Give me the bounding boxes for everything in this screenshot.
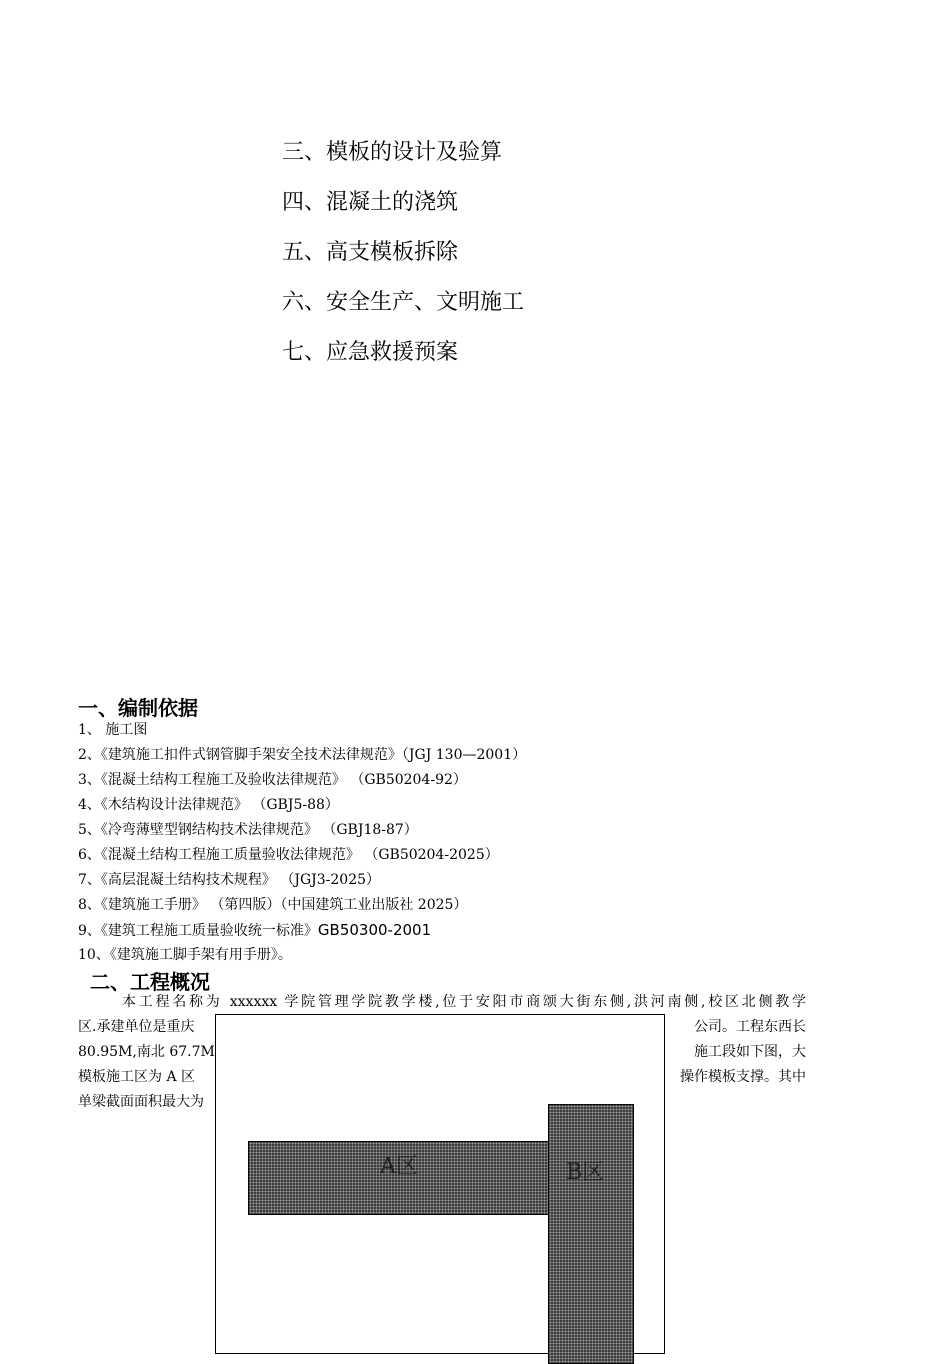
paragraph-line-right: 施工段如下图，大 — [694, 1044, 806, 1060]
reference-item — [78, 743, 526, 768]
reference-item — [78, 943, 526, 968]
reference-item — [78, 918, 526, 943]
reference-item — [78, 768, 526, 793]
reference-item — [78, 868, 526, 893]
reference-text: 9、《建筑工程施工质量验收统一标准》 — [78, 923, 318, 939]
paragraph-line-right: 操作模板支撑。其中 — [680, 1069, 806, 1085]
reference-text: 2、《建筑施工扣件式钢管脚手架安全技术法律规范》（JGJ 130—2001） — [78, 747, 527, 763]
zone-a-label: A区 — [380, 1154, 418, 1179]
toc-item: 七、应急救援预案 — [282, 340, 459, 365]
reference-text: 5、《冷弯薄壁型钢结构技术法律规范》 （GBJ18-87） — [78, 822, 418, 838]
construction-zone-diagram — [215, 1014, 665, 1354]
paragraph-line-left: 区.承建单位是重庆 — [78, 1019, 195, 1035]
section-heading-overview: 二、工程概况 — [90, 970, 210, 994]
reference-item — [78, 818, 526, 843]
reference-text: 6、《混凝土结构工程施工质量验收法律规范》 （GB50204-2025） — [78, 847, 499, 863]
toc-item: 三、模板的设计及验算 — [282, 140, 503, 165]
reference-text: 1、 施工图 — [78, 722, 148, 738]
reference-item — [78, 718, 526, 743]
table-of-contents — [282, 128, 524, 378]
reference-text: 10、《建筑施工脚手架有用手册》。 — [78, 947, 292, 963]
zone-b-block — [548, 1104, 634, 1364]
paragraph-line-left: 模板施工区为 A 区 — [78, 1069, 196, 1085]
toc-item: 六、安全生产、文明施工 — [282, 290, 525, 315]
paragraph-line: 单梁截面面积最大为 — [78, 1094, 204, 1110]
reference-item — [78, 793, 526, 818]
paragraph-line-right: 公司。工程东西长 — [694, 1019, 806, 1035]
reference-list — [78, 718, 526, 968]
paragraph-line-left: 80.95M,南北 67.7M — [78, 1044, 215, 1060]
reference-item — [78, 893, 526, 918]
toc-item: 五、高支模板拆除 — [282, 240, 459, 265]
reference-text: 7、《高层混凝土结构技术规程》 （JGJ3-2025） — [78, 872, 381, 888]
reference-item — [78, 843, 526, 868]
section-heading-basis: 一、编制依据 — [78, 696, 198, 720]
paragraph-line: 本工程名称为 xxxxxx 学院管理学院教学楼,位于安阳市商颂大街东侧,洪河南侧,校区北侧教学 — [122, 994, 806, 1010]
reference-text: 3、《混凝土结构工程施工及验收法律规范》 （GB50204-92） — [78, 772, 467, 788]
reference-text: 4、《木结构设计法律规范》 （GBJ5-88） — [78, 797, 339, 813]
toc-item: 四、混凝土的浇筑 — [282, 190, 459, 215]
reference-standard-code: GB50300-2001 — [317, 921, 432, 939]
zone-b-label: B区 — [566, 1160, 605, 1185]
reference-text: 8、《建筑施工手册》 （第四版）（中国建筑工业出版社 2025） — [78, 897, 468, 913]
